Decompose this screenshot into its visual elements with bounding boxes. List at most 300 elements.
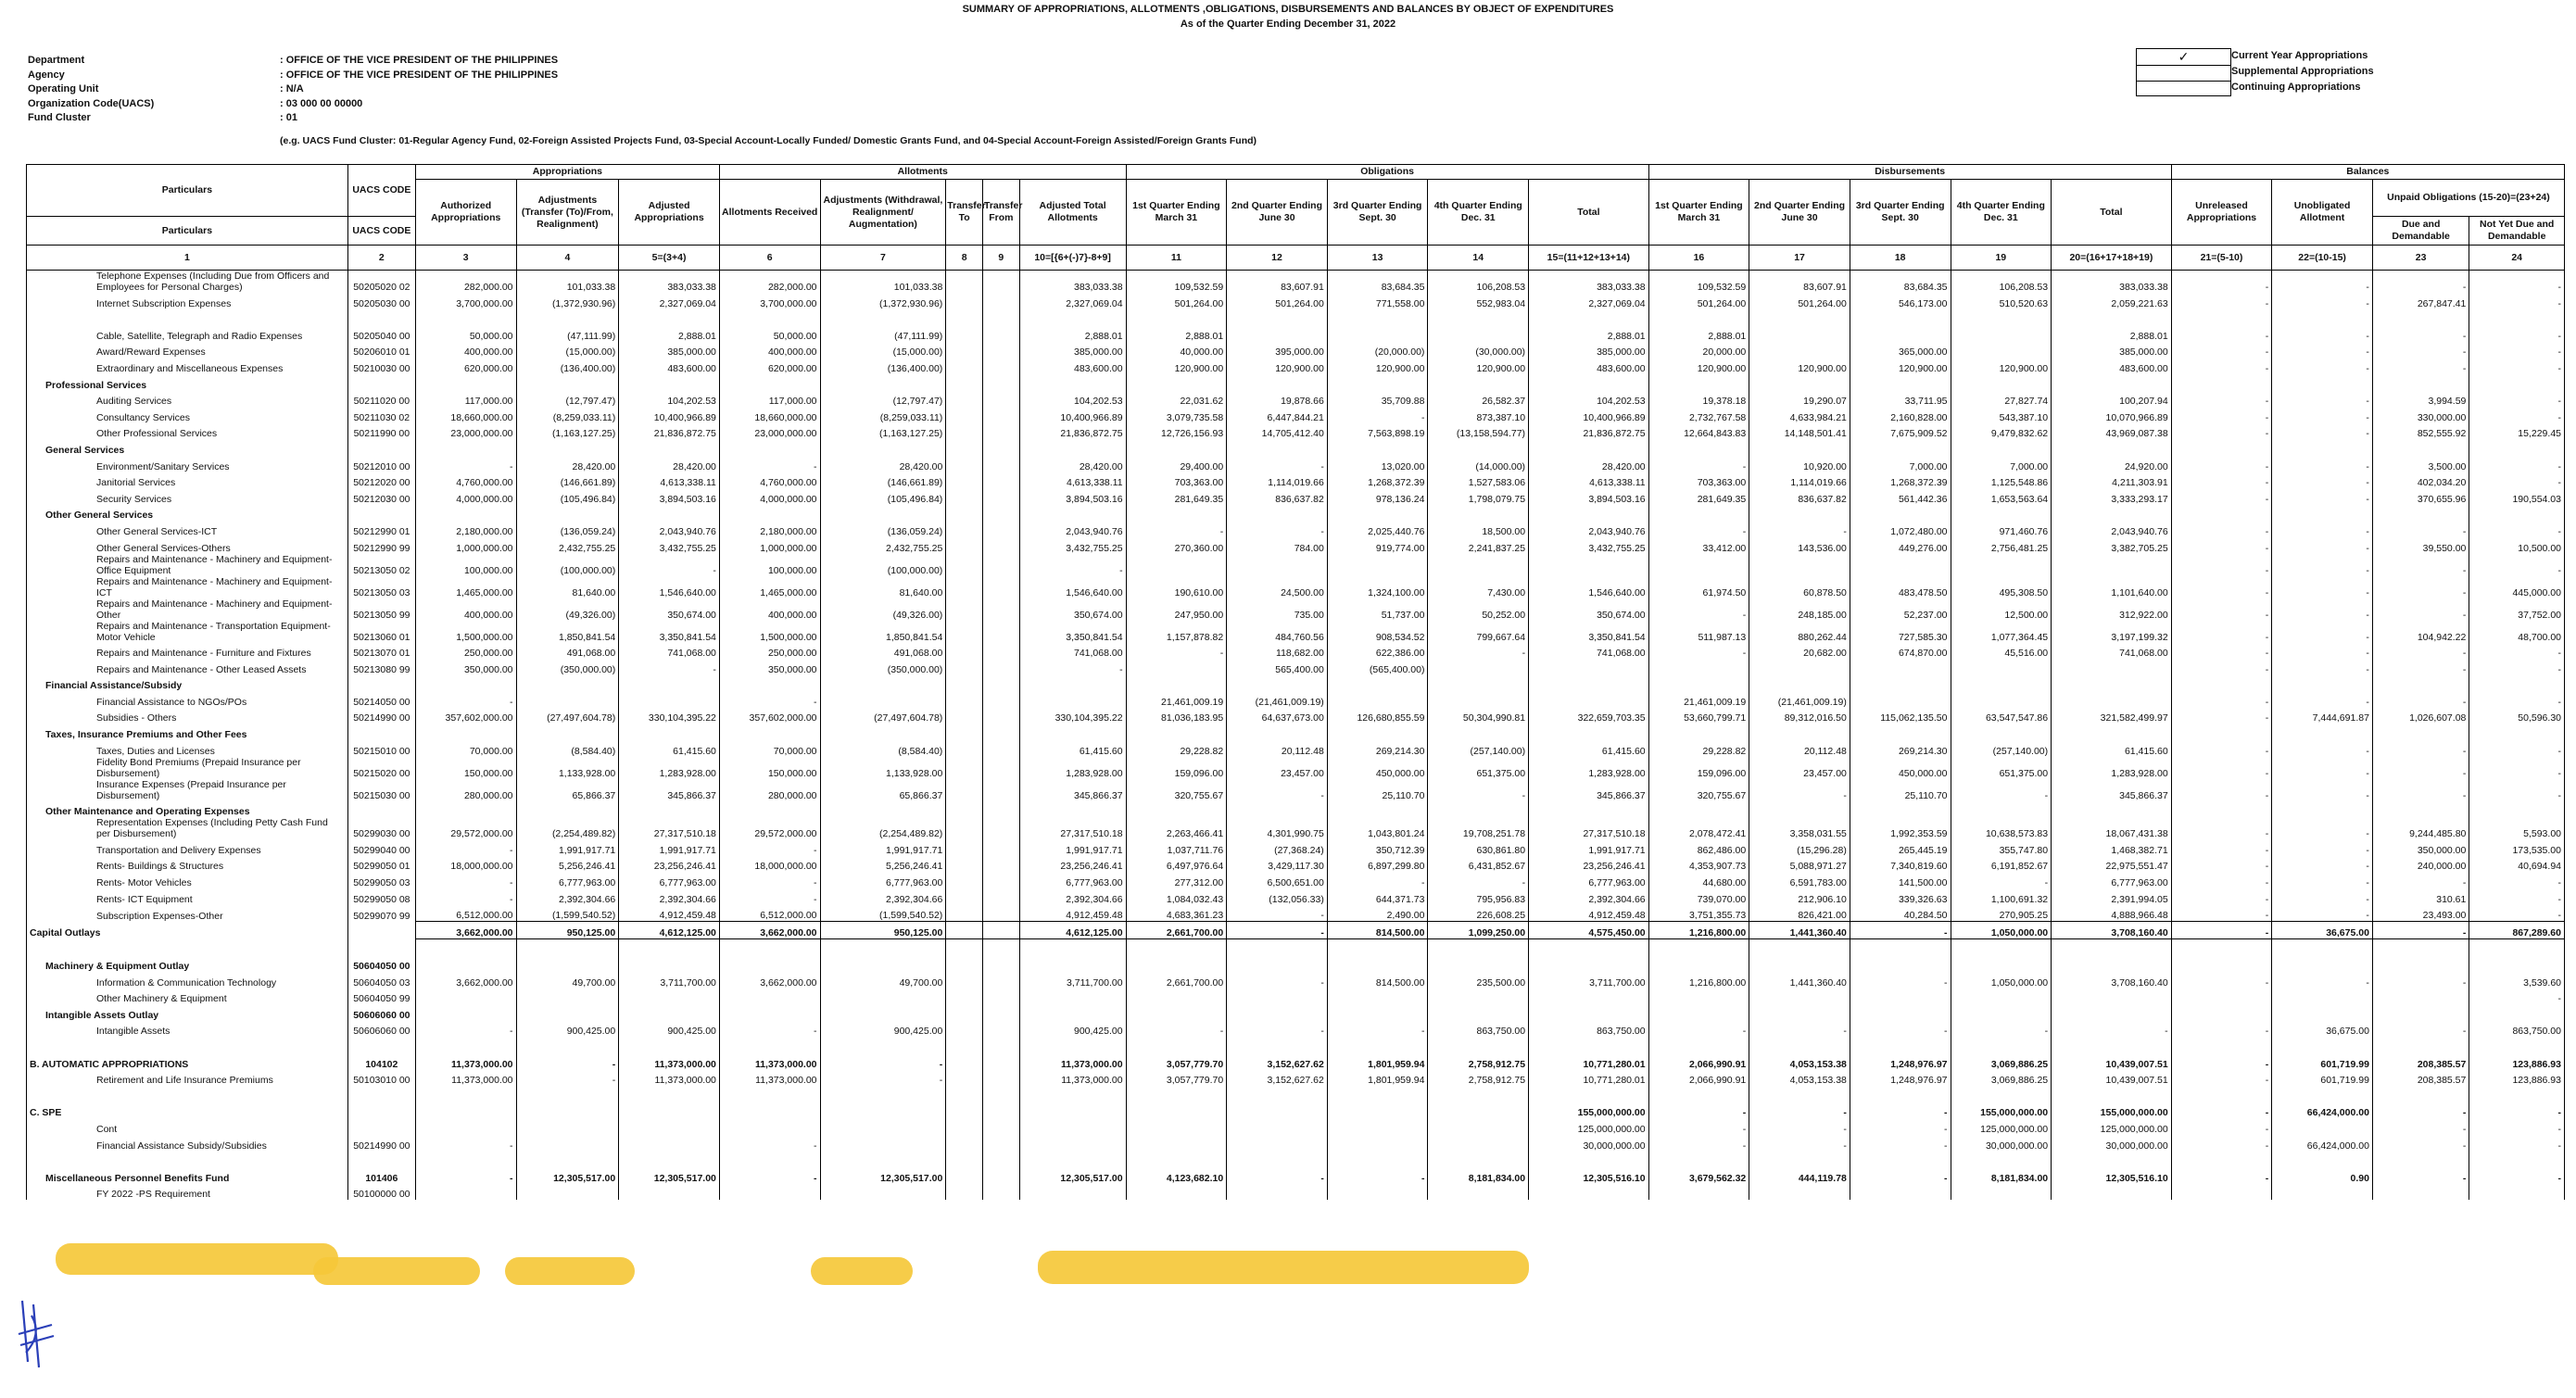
signature-mark [15, 1297, 57, 1371]
row-amount [1227, 374, 1328, 391]
row-amount [719, 374, 820, 391]
row-amount: 1,248,976.97 [1850, 1070, 1951, 1087]
row-amount: - [2469, 989, 2565, 1005]
row-amount [1327, 309, 1428, 326]
row-amount: 20,112.48 [1749, 740, 1850, 757]
row-amount [1850, 309, 1951, 326]
row-amount [1749, 1086, 1850, 1102]
row-amount: 3,197,199.32 [2052, 621, 2172, 643]
row-amount: 383,033.38 [619, 271, 720, 294]
row-amount: - [415, 1021, 516, 1038]
row-amount: 546,173.00 [1850, 293, 1951, 309]
row-amount: 89,312,016.50 [1749, 708, 1850, 724]
row-amount: 2,661,700.00 [1126, 922, 1227, 939]
row-amount [2052, 554, 2172, 576]
row-amount [719, 1037, 820, 1053]
row-amount [946, 675, 983, 692]
row-amount: 50,000.00 [415, 325, 516, 342]
row-amount [415, 1184, 516, 1201]
checkbox-label: Current Year Appropriations [2231, 50, 2368, 61]
row-amount [2372, 801, 2469, 818]
row-amount [1648, 309, 1749, 326]
row-amount [1019, 505, 1126, 522]
row-amount: 330,104,395.22 [1019, 708, 1126, 724]
row-amount: 950,125.00 [516, 922, 619, 939]
row-amount: 61,415.60 [1529, 740, 1649, 757]
row-amount [619, 439, 720, 456]
row-amount [2272, 1004, 2373, 1021]
row-amount: - [719, 839, 820, 856]
row-particulars: Repairs and Maintenance - Other Leased Assets [27, 659, 348, 675]
row-uacs-code: 50215020 00 [347, 757, 415, 779]
row-amount: (12,797.47) [820, 391, 946, 408]
row-amount [619, 691, 720, 708]
row-amount: 12,305,516.10 [2052, 1167, 2172, 1184]
row-amount [1428, 1037, 1529, 1053]
row-amount: (15,000.00) [820, 342, 946, 359]
row-amount [1227, 439, 1328, 456]
col-header: UACS CODE [347, 217, 415, 246]
table-row [27, 989, 2565, 1005]
row-amount: 339,326.63 [1850, 888, 1951, 905]
row-amount [2469, 1152, 2565, 1168]
row-amount: 1,114,019.66 [1227, 472, 1328, 489]
row-amount: 3,382,705.25 [2052, 537, 2172, 554]
row-particulars: Cont [27, 1118, 348, 1135]
row-amount [1951, 675, 2052, 692]
row-amount [1749, 1037, 1850, 1053]
row-amount: 30,000,000.00 [1951, 1135, 2052, 1152]
row-amount [2372, 724, 2469, 740]
row-amount: 14,148,501.41 [1749, 423, 1850, 440]
row-amount [1126, 1037, 1227, 1053]
row-amount: 190,554.03 [2469, 488, 2565, 505]
row-amount: 1,850,841.54 [820, 621, 946, 643]
row-amount: (146,661.89) [820, 472, 946, 489]
row-amount [1428, 675, 1529, 692]
row-amount [1327, 724, 1428, 740]
row-amount [2052, 955, 2172, 972]
row-amount: (8,259,033.11) [516, 407, 619, 423]
row-amount: 1,050,000.00 [1951, 922, 2052, 939]
row-amount: - [2272, 521, 2373, 537]
row-amount: - [2171, 358, 2272, 374]
row-amount [1951, 1037, 2052, 1053]
row-amount [2052, 938, 2172, 955]
row-amount: - [2171, 659, 2272, 675]
row-particulars: Miscellaneous Personnel Benefits Fund [27, 1167, 348, 1184]
row-amount: - [619, 554, 720, 576]
col-header: Transfer From [982, 180, 1019, 246]
row-amount: - [1126, 521, 1227, 537]
row-amount [1428, 1102, 1529, 1119]
table-row [27, 293, 2565, 309]
row-amount: - [1951, 1021, 2052, 1038]
row-amount: 814,500.00 [1327, 972, 1428, 989]
row-amount [982, 293, 1019, 309]
row-amount: - [1227, 972, 1328, 989]
row-amount: - [2171, 708, 2272, 724]
row-particulars: Rents- Motor Vehicles [27, 872, 348, 888]
row-amount: - [1749, 521, 1850, 537]
row-amount: 1,991,917.71 [516, 839, 619, 856]
row-amount [820, 989, 946, 1005]
row-amount: 312,922.00 [2052, 598, 2172, 621]
row-amount: 104,942.22 [2372, 621, 2469, 643]
col-header: Total [2052, 180, 2172, 246]
row-amount [982, 309, 1019, 326]
row-amount [946, 537, 983, 554]
row-amount: 1,050,000.00 [1951, 972, 2052, 989]
row-amount: - [2469, 872, 2565, 888]
row-particulars: Cable, Satellite, Telegraph and Radio Expenses [27, 325, 348, 342]
row-amount: 483,600.00 [1019, 358, 1126, 374]
row-amount [1648, 1184, 1749, 1201]
row-amount: 18,660,000.00 [415, 407, 516, 423]
row-amount [1327, 554, 1428, 576]
row-amount: 7,563,898.19 [1327, 423, 1428, 440]
row-amount: 1,991,917.71 [1019, 839, 1126, 856]
row-amount [1749, 938, 1850, 955]
row-amount: 345,866.37 [1529, 779, 1649, 801]
row-amount: - [1850, 1167, 1951, 1184]
row-amount [1749, 342, 1850, 359]
row-amount: (100,000.00) [820, 554, 946, 576]
row-amount: - [2052, 1021, 2172, 1038]
row-amount: 1,527,583.06 [1428, 472, 1529, 489]
row-amount: 2,432,755.25 [516, 537, 619, 554]
row-amount: 321,582,499.97 [2052, 708, 2172, 724]
row-amount: 6,512,000.00 [719, 905, 820, 922]
row-amount [982, 708, 1019, 724]
row-amount [1019, 309, 1126, 326]
row-amount: - [2171, 521, 2272, 537]
row-amount [1327, 1118, 1428, 1135]
row-amount [1850, 989, 1951, 1005]
row-amount [2052, 1037, 2172, 1053]
row-amount [1749, 955, 1850, 972]
row-amount [719, 1118, 820, 1135]
row-amount [1327, 1135, 1428, 1152]
row-amount: 741,068.00 [1019, 643, 1126, 660]
row-amount [1850, 955, 1951, 972]
row-amount [1951, 691, 2052, 708]
column-number: 7 [820, 246, 946, 271]
row-amount: - [2171, 554, 2272, 576]
table-row [27, 374, 2565, 391]
row-amount: - [2469, 1118, 2565, 1135]
col-header: 4th Quarter Ending Dec. 31 [1951, 180, 2052, 246]
row-amount [1749, 989, 1850, 1005]
row-amount: 11,373,000.00 [719, 1053, 820, 1070]
row-amount [1019, 989, 1126, 1005]
row-uacs-code: 50215030 00 [347, 779, 415, 801]
row-amount: 7,444,691.87 [2272, 708, 2373, 724]
row-amount [619, 374, 720, 391]
row-amount [982, 989, 1019, 1005]
row-amount: 281,649.35 [1126, 488, 1227, 505]
row-amount [946, 1184, 983, 1201]
row-amount [982, 407, 1019, 423]
row-amount [1529, 938, 1649, 955]
row-amount: 117,000.00 [719, 391, 820, 408]
row-amount: 2,043,940.76 [1529, 521, 1649, 537]
row-amount: - [2171, 488, 2272, 505]
row-amount: 836,637.82 [1227, 488, 1328, 505]
row-amount: 1,283,928.00 [2052, 757, 2172, 779]
row-amount: 150,000.00 [415, 757, 516, 779]
row-amount: (257,140.00) [1951, 740, 2052, 757]
row-amount: 1,283,928.00 [619, 757, 720, 779]
row-amount [946, 407, 983, 423]
row-amount [1951, 342, 2052, 359]
row-amount: 1,991,917.71 [1529, 839, 1649, 856]
row-particulars: Telephone Expenses (Including Due from Officers and Employees for Personal Charges) [27, 271, 348, 294]
row-amount: (350,000.00) [820, 659, 946, 675]
col-header: Due and Demandable [2372, 217, 2469, 246]
row-amount [415, 374, 516, 391]
row-amount: (565,400.00) [1327, 659, 1428, 675]
row-amount: - [2272, 757, 2373, 779]
row-amount: 120,900.00 [1428, 358, 1529, 374]
row-amount: 226,608.25 [1428, 905, 1529, 922]
row-amount: 3,700,000.00 [719, 293, 820, 309]
row-amount [1648, 374, 1749, 391]
row-amount [946, 1086, 983, 1102]
row-amount [1428, 1184, 1529, 1201]
row-amount: 2,059,221.63 [2052, 293, 2172, 309]
row-amount: 1,157,878.82 [1126, 621, 1227, 643]
row-amount: 385,000.00 [619, 342, 720, 359]
row-amount: - [2272, 391, 2373, 408]
table-row [27, 1053, 2565, 1070]
row-amount [719, 1152, 820, 1168]
row-amount: - [2171, 456, 2272, 472]
row-amount [1227, 675, 1328, 692]
row-amount: 2,432,755.25 [820, 537, 946, 554]
row-amount [982, 955, 1019, 972]
row-amount [946, 922, 983, 939]
row-amount [982, 1184, 1019, 1201]
row-amount: - [2171, 740, 2272, 757]
row-uacs-code: 50211020 00 [347, 391, 415, 408]
row-amount: 23,256,246.41 [1019, 856, 1126, 873]
row-amount: - [2272, 472, 2373, 489]
row-amount: 43,969,087.38 [2052, 423, 2172, 440]
row-amount: - [2171, 872, 2272, 888]
row-amount: 125,000,000.00 [2052, 1118, 2172, 1135]
row-amount: 483,600.00 [1529, 358, 1649, 374]
col-header: Particulars [27, 217, 348, 246]
row-amount: 350,674.00 [1019, 598, 1126, 621]
row-amount: 4,760,000.00 [415, 472, 516, 489]
row-amount [2272, 675, 2373, 692]
row-amount [1850, 374, 1951, 391]
row-amount [946, 659, 983, 675]
row-amount: - [820, 1070, 946, 1087]
row-amount [946, 505, 983, 522]
row-amount: - [1327, 1021, 1428, 1038]
row-amount: 101,033.38 [516, 271, 619, 294]
row-amount [820, 1102, 946, 1119]
row-amount [820, 1135, 946, 1152]
row-amount [619, 1086, 720, 1102]
row-amount: 1,114,019.66 [1749, 472, 1850, 489]
row-amount: - [2469, 456, 2565, 472]
row-amount: - [1227, 922, 1328, 939]
row-amount: 2,392,304.66 [516, 888, 619, 905]
table-row [27, 1102, 2565, 1119]
table-row [27, 598, 2565, 621]
row-amount [946, 972, 983, 989]
row-amount: 651,375.00 [1428, 757, 1529, 779]
row-amount [2052, 801, 2172, 818]
col-header: Not Yet Due and Demandable [2469, 217, 2565, 246]
row-amount [1648, 1086, 1749, 1102]
col-header: Authorized Appropriations [415, 180, 516, 246]
row-amount [982, 1167, 1019, 1184]
row-amount [1951, 1004, 2052, 1021]
row-amount: - [2272, 456, 2373, 472]
row-amount: (8,584.40) [820, 740, 946, 757]
row-amount: - [619, 659, 720, 675]
row-amount: 6,191,852.67 [1951, 856, 2052, 873]
row-amount: 3,711,700.00 [1019, 972, 1126, 989]
row-amount [1126, 309, 1227, 326]
row-uacs-code: 50211990 00 [347, 423, 415, 440]
row-amount [1648, 659, 1749, 675]
row-amount: 3,994.59 [2372, 391, 2469, 408]
row-amount [516, 1118, 619, 1135]
row-amount [946, 325, 983, 342]
row-amount [1126, 801, 1227, 818]
row-amount [1327, 989, 1428, 1005]
row-amount: 81,640.00 [820, 576, 946, 598]
row-amount: 3,152,627.62 [1227, 1070, 1328, 1087]
col-header: 2nd Quarter Ending June 30 [1227, 180, 1328, 246]
row-amount: 365,000.00 [1850, 342, 1951, 359]
row-amount: 10,771,280.01 [1529, 1053, 1649, 1070]
row-amount [1951, 955, 2052, 972]
row-amount [1126, 505, 1227, 522]
table-row [27, 271, 2565, 294]
row-amount: 123,886.93 [2469, 1070, 2565, 1087]
row-amount: (1,163,127.25) [820, 423, 946, 440]
info-value: : N/A [280, 83, 304, 94]
row-amount: (1,599,540.52) [516, 905, 619, 922]
row-amount [619, 1152, 720, 1168]
row-amount: 552,983.04 [1428, 293, 1529, 309]
row-amount [1749, 675, 1850, 692]
row-amount: - [2171, 888, 2272, 905]
row-amount: 739,070.00 [1648, 888, 1749, 905]
checkbox-label: Continuing Appropriations [2231, 82, 2361, 93]
row-amount: 1,441,360.40 [1749, 972, 1850, 989]
row-amount: 919,774.00 [1327, 537, 1428, 554]
row-amount: 543,387.10 [1951, 407, 2052, 423]
row-amount: 282,000.00 [415, 271, 516, 294]
row-particulars: Consultancy Services [27, 407, 348, 423]
row-amount [982, 1102, 1019, 1119]
row-amount [1648, 938, 1749, 955]
row-amount: 400,000.00 [415, 342, 516, 359]
row-amount [1019, 1118, 1126, 1135]
row-amount: 212,906.10 [1749, 888, 1850, 905]
row-amount [2052, 724, 2172, 740]
row-particulars: Subscription Expenses-Other [27, 905, 348, 922]
row-amount: 12,305,517.00 [619, 1167, 720, 1184]
row-amount: 265,445.19 [1850, 839, 1951, 856]
row-amount: - [2469, 271, 2565, 294]
row-amount: 30,000,000.00 [1529, 1135, 1649, 1152]
row-amount [820, 439, 946, 456]
row-amount: 60,878.50 [1749, 576, 1850, 598]
row-amount [946, 1118, 983, 1135]
row-amount: 23,493.00 [2372, 905, 2469, 922]
row-amount [2469, 955, 2565, 972]
row-amount: - [2372, 740, 2469, 757]
row-uacs-code [347, 922, 415, 939]
row-amount [1951, 659, 2052, 675]
row-amount: 6,777,963.00 [1019, 872, 1126, 888]
row-amount: 395,000.00 [1227, 342, 1328, 359]
row-amount: 4,613,338.11 [619, 472, 720, 489]
col-header: 1st Quarter Ending March 31 [1648, 180, 1749, 246]
table-row [27, 1070, 2565, 1087]
row-amount: 30,000,000.00 [2052, 1135, 2172, 1152]
row-amount: 2,661,700.00 [1126, 972, 1227, 989]
row-amount [1749, 801, 1850, 818]
row-amount: 4,211,303.91 [2052, 472, 2172, 489]
table-row [27, 659, 2565, 675]
row-amount: 3,432,755.25 [619, 537, 720, 554]
row-amount: 350,674.00 [619, 598, 720, 621]
row-amount: - [2372, 972, 2469, 989]
row-amount [1850, 1037, 1951, 1053]
row-amount: 6,777,963.00 [1529, 872, 1649, 888]
row-amount: 1,099,250.00 [1428, 922, 1529, 939]
row-amount: 64,637,673.00 [1227, 708, 1328, 724]
table-row [27, 423, 2565, 440]
row-amount [982, 801, 1019, 818]
row-amount [719, 309, 820, 326]
row-amount [619, 724, 720, 740]
row-amount: 281,649.35 [1648, 488, 1749, 505]
row-amount: 6,777,963.00 [619, 872, 720, 888]
row-amount [946, 554, 983, 576]
row-amount [1126, 724, 1227, 740]
row-amount: (1,372,930.96) [820, 293, 946, 309]
row-amount: 450,000.00 [1850, 757, 1951, 779]
row-amount: - [1749, 1021, 1850, 1038]
row-amount [1749, 1184, 1850, 1201]
fund-cluster-note: (e.g. UACS Fund Cluster: 01-Regular Agency Fund, 02-Foreign Assisted Projects Fund, 03-Special Account-Locally Funded/ Domestic Grants Fund, and 04-Special Account-Foreign Assisted/Foreign Grants Fund) [280, 135, 1257, 146]
row-amount: 120,900.00 [1850, 358, 1951, 374]
column-number: 4 [516, 246, 619, 271]
row-amount: 5,256,246.41 [820, 856, 946, 873]
row-amount: 2,888.01 [619, 325, 720, 342]
row-amount [982, 779, 1019, 801]
row-amount: 27,317,510.18 [1019, 817, 1126, 839]
row-amount: - [2469, 521, 2565, 537]
row-amount: - [2469, 740, 2565, 757]
row-amount: - [2372, 271, 2469, 294]
row-amount: (1,163,127.25) [516, 423, 619, 440]
row-amount: 118,682.00 [1227, 643, 1328, 660]
row-amount [2372, 675, 2469, 692]
row-amount [1529, 1004, 1649, 1021]
row-amount [1850, 325, 1951, 342]
